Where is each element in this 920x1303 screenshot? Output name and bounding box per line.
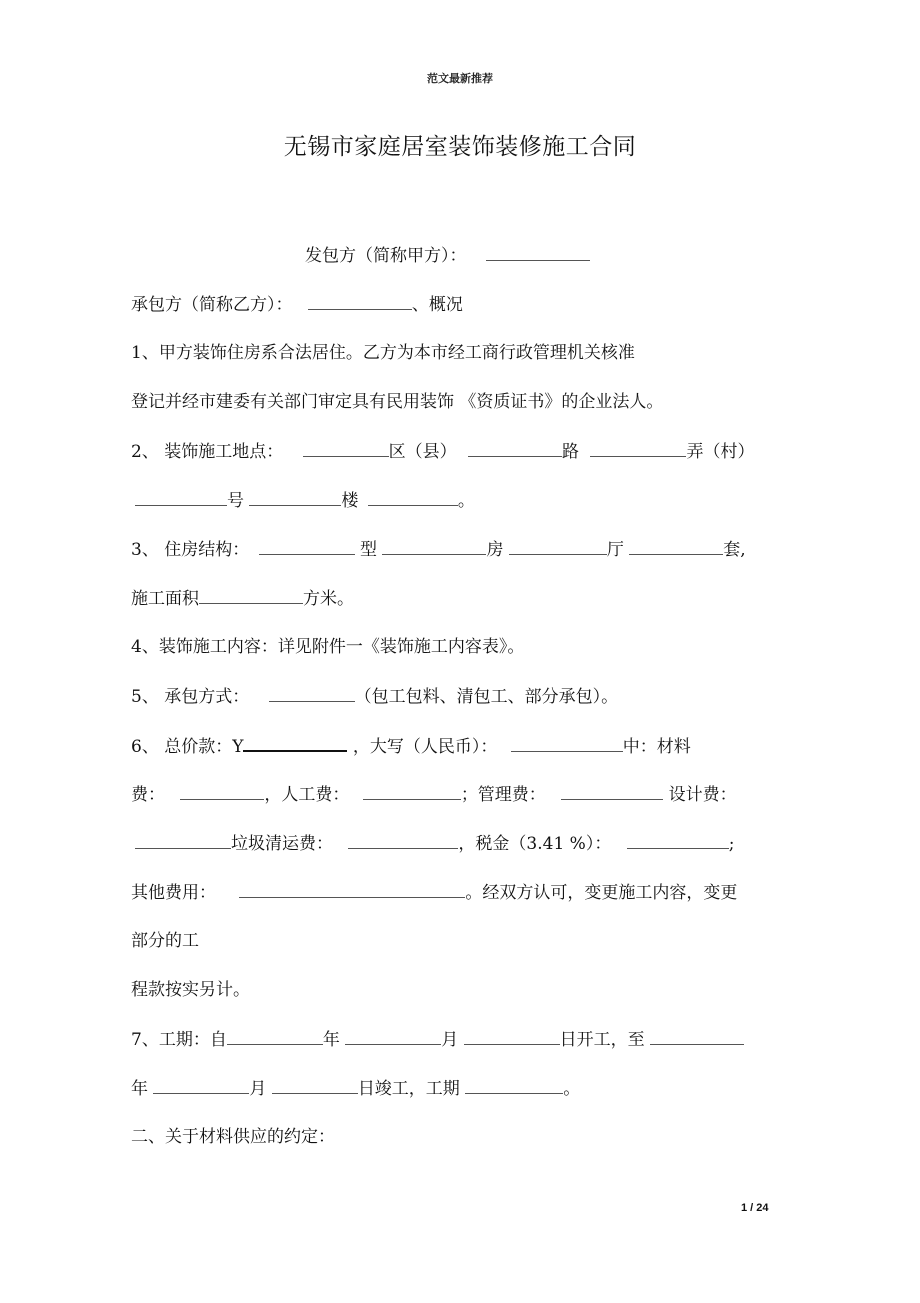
room-blank[interactable]: [382, 538, 486, 555]
party-a-blank[interactable]: [486, 244, 590, 261]
end-month-label: 月: [249, 1079, 267, 1099]
start-month-label: 月: [441, 1030, 459, 1050]
clause-6-line-1: [131, 734, 691, 758]
capital-amount-blank[interactable]: [511, 735, 623, 752]
management-fee-blank[interactable]: [561, 783, 663, 800]
design-fee-label: 设计费：: [668, 785, 737, 805]
party-a-line: [305, 244, 590, 267]
clause-1-line-2: 登记并经市建委有关部门审定具有民用装饰 《资质证书》的企业法人。: [131, 392, 664, 412]
labor-fee-label: ，人工费：: [264, 785, 350, 805]
start-day-blank[interactable]: [464, 1028, 560, 1045]
clause-2-line-2: [131, 489, 475, 512]
page-header: 范文最新推荐: [427, 72, 493, 85]
clause-7-end: 。: [563, 1079, 581, 1099]
floor-blank[interactable]: [368, 489, 458, 506]
number-blank[interactable]: [135, 489, 227, 506]
clause-6-line-5: 部分的工: [131, 931, 199, 951]
start-day-label: 日开工，至: [559, 1030, 645, 1050]
set-label: 套,: [723, 540, 746, 560]
other-fee-blank[interactable]: [239, 881, 465, 898]
contract-mode-blank[interactable]: [269, 685, 355, 702]
party-b-line: [131, 293, 463, 316]
clause-1-line-1: 1、甲方装饰住房系合法居住。乙方为本市经工商行政管理机关核准: [131, 343, 635, 363]
hall-blank[interactable]: [509, 538, 607, 555]
district-blank[interactable]: [303, 440, 389, 457]
clause-2-label: 2、 装饰施工地点：: [131, 442, 284, 462]
materials-fee-blank[interactable]: [180, 783, 264, 800]
schedule-label: 7、工期：自: [131, 1030, 227, 1050]
total-price-label: 6、 总价款：Y: [131, 737, 244, 757]
start-year-blank[interactable]: [227, 1028, 323, 1045]
tax-end: ;: [728, 834, 735, 854]
clause-2-line-1: [131, 440, 754, 463]
set-blank[interactable]: [629, 538, 723, 555]
tax-label: ，税金（3.41 %）：: [458, 834, 612, 854]
clause-7-line-1: [131, 1028, 744, 1051]
end-day-blank[interactable]: [272, 1077, 358, 1094]
party-b-blank[interactable]: [308, 293, 412, 310]
garbage-fee-label: 垃圾清运费：: [231, 834, 333, 854]
section-2-heading: 二、关于材料供应的约定：: [131, 1127, 335, 1147]
clause-3-line-2: [131, 587, 354, 610]
lane-label: 弄（村）: [686, 442, 755, 462]
building-blank[interactable]: [249, 489, 341, 506]
room-label: 房: [486, 540, 504, 560]
area-blank[interactable]: [199, 587, 303, 604]
party-b-label: 承包方（简称乙方）：: [131, 295, 293, 315]
labor-fee-blank[interactable]: [363, 783, 461, 800]
clause-6-line-6: 程款按实另计。: [131, 980, 250, 1000]
design-fee-blank[interactable]: [135, 832, 231, 849]
contract-mode-options: （包工包料、清包工、部分承包）。: [354, 687, 619, 707]
duration-blank[interactable]: [465, 1077, 563, 1094]
area-unit: 方米。: [303, 589, 354, 609]
overview-heading: 、概况: [411, 295, 463, 315]
clause-5: [131, 685, 618, 708]
clause-3-label: 3、 住房结构：: [131, 540, 250, 560]
hall-label: 厅: [606, 540, 624, 560]
type-label: 型: [360, 540, 378, 560]
page-number: 1 / 24: [741, 1202, 769, 1214]
road-blank[interactable]: [468, 440, 562, 457]
area-label: 施工面积: [131, 589, 199, 609]
clause-7-line-2: [131, 1077, 580, 1100]
clause-4: 4、装饰施工内容：详见附件一《装饰施工内容表》。: [131, 637, 525, 657]
capital-amount-label: ，大写（人民币）：: [352, 737, 498, 757]
clause-5-label: 5、 承包方式：: [131, 687, 250, 707]
start-month-blank[interactable]: [345, 1028, 441, 1045]
clause-6-line-4: [131, 881, 737, 904]
district-label: 区（县）: [388, 442, 457, 462]
management-fee-label: ；管理费：: [460, 785, 546, 805]
change-note: 。经双方认可，变更施工内容，变更: [465, 883, 738, 903]
party-a-label: 发包方（简称甲方）：: [305, 246, 467, 266]
clause-6-line-3: [131, 832, 734, 855]
start-year-label: 年: [322, 1030, 340, 1050]
building-label: 楼: [341, 491, 359, 511]
total-price-blank[interactable]: [243, 734, 347, 752]
end-year-blank[interactable]: [650, 1028, 744, 1045]
clause-6-line-2: [131, 783, 737, 806]
number-label: 号: [227, 491, 244, 511]
other-fee-label: 其他费用：: [131, 883, 216, 903]
type-blank[interactable]: [259, 538, 355, 555]
garbage-fee-blank[interactable]: [348, 832, 458, 849]
end-month-blank[interactable]: [153, 1077, 249, 1094]
materials-label: 中：材料: [622, 737, 691, 757]
end-day-label: 日竣工，工期: [357, 1079, 460, 1099]
end-year-label: 年: [131, 1079, 148, 1099]
tax-blank[interactable]: [627, 832, 729, 849]
materials-fee-label: 费：: [131, 785, 165, 805]
road-label: 路: [562, 442, 580, 462]
clause-3-line-1: [131, 538, 746, 561]
clause-2-end: 。: [457, 491, 475, 511]
document-title: 无锡市家庭居室装饰装修施工合同: [283, 134, 637, 160]
lane-blank[interactable]: [590, 440, 686, 457]
